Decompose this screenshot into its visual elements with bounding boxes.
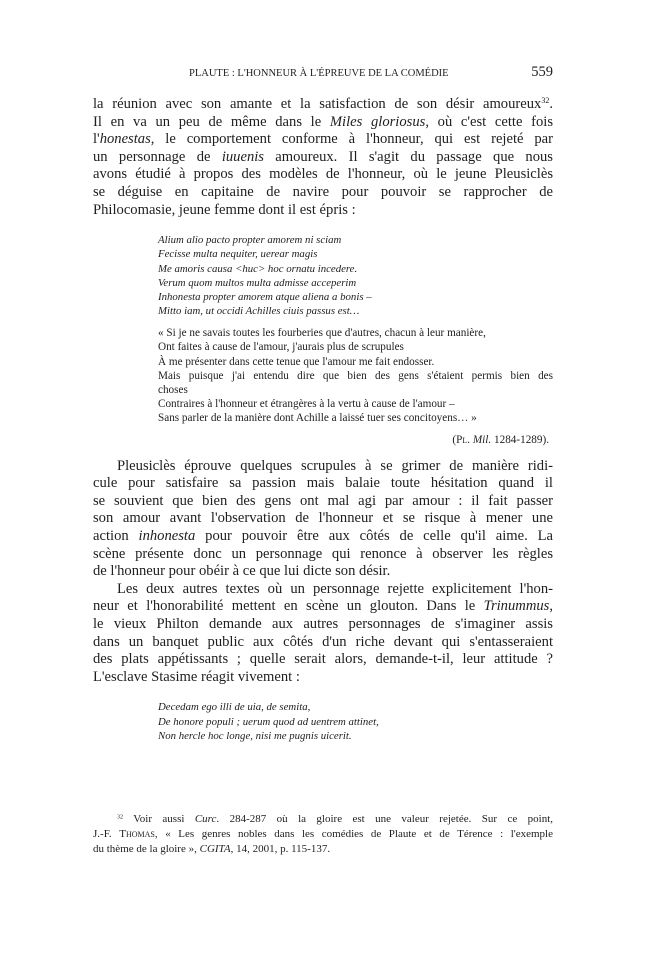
text-span: pour pouvoir être aux côtés de celle qu'il aime. La bbox=[195, 527, 554, 544]
text-line bbox=[93, 510, 553, 528]
text-line bbox=[93, 827, 553, 842]
italic-text: Curc bbox=[194, 813, 217, 825]
text-span: scène présente donc un personnage qui renonce à observer les règles bbox=[93, 545, 553, 562]
latin-verse-2 bbox=[158, 700, 553, 743]
text-line: Ont faites à cause de l'amour, j'aurais plus de scrupules bbox=[158, 341, 404, 354]
text-span: Il en va un peu de même dans le bbox=[93, 113, 330, 130]
footnote-32 bbox=[93, 812, 553, 857]
text-line: Inhonesta propter amorem atque aliena a bonis – bbox=[158, 290, 372, 303]
text-line: Alium alio pacto propter amorem ni sciam bbox=[158, 234, 342, 247]
text-span: , 14, 2001, p. 115-137. bbox=[230, 843, 331, 855]
italic-text: Miles gloriosus bbox=[329, 113, 426, 130]
translation-1 bbox=[158, 326, 553, 425]
text-line: « Si je ne savais toutes les fourberies que d'autres, chacun à leur manière, bbox=[158, 327, 486, 340]
text-span: l' bbox=[93, 131, 100, 148]
text-span: le vieux Philton demande aux autres personnages de s'imaginer assis bbox=[93, 615, 553, 632]
text-span: , « Les genres nobles dans les comédies de Plaute et de Térence : l'exemple bbox=[154, 828, 553, 840]
text-span: se déguise en capitaine de navire pour pouvoir se rapprocher de bbox=[93, 183, 553, 200]
text-span: , bbox=[549, 598, 553, 615]
citation-ref: 1284-1289). bbox=[491, 433, 549, 446]
text-line: Mais puisque j'ai entendu dire que bien des gens s'étaient permis bien des bbox=[158, 369, 553, 382]
italic-text: Trinummus bbox=[483, 598, 550, 615]
running-header bbox=[93, 64, 553, 84]
text-line bbox=[93, 563, 553, 581]
text-line bbox=[93, 546, 553, 564]
text-span: cule pour satisfaire sa passion mais balaie toute hésitation quand il bbox=[93, 475, 553, 492]
text-span: L'esclave Stasime réagit vivement : bbox=[93, 668, 300, 685]
text-line: Sans parler de la manière dont Achille a laissé tuer ses concitoyens… » bbox=[158, 412, 477, 425]
text-line: À me présenter dans cette tenue que l'amour me fait endosser. bbox=[158, 355, 435, 368]
text-line bbox=[93, 96, 553, 114]
text-line bbox=[93, 528, 553, 546]
text-span: Voir aussi bbox=[123, 813, 195, 825]
text-line: Verum quom multos multa admisse acceperim bbox=[158, 276, 357, 289]
text-span: son amour avant l'observation de l'honneur et se risque à mener une bbox=[93, 510, 553, 527]
text-line: Fecisse multa nequiter, uerear magis bbox=[158, 248, 318, 261]
text-span: de l'honneur pour obéir à ce que lui dicte son désir. bbox=[93, 563, 391, 580]
text-span: , où c'est cette fois bbox=[425, 113, 554, 130]
text-span: action bbox=[93, 527, 139, 544]
italic-text: honestas bbox=[99, 131, 151, 148]
text-line: Non hercle hoc longe, nisi me pugnis uicerit. bbox=[158, 729, 352, 742]
text-span: Philocomasie, jeune femme dont il est épris : bbox=[93, 201, 356, 218]
text-line: choses bbox=[158, 384, 188, 397]
text-line bbox=[93, 202, 553, 220]
text-line bbox=[93, 581, 553, 599]
text-line bbox=[93, 131, 553, 149]
text-span: . 284-287 où la gloire est une valeur rejetée. Sur ce point, bbox=[216, 813, 553, 825]
italic-text: CGITA bbox=[199, 843, 231, 855]
italic-text: inhonesta bbox=[138, 527, 196, 544]
paragraph-2 bbox=[93, 458, 553, 581]
text-line: Decedam ego illi de uia, de semita, bbox=[158, 701, 311, 714]
text-line bbox=[93, 634, 553, 652]
footnote-ref: 32 bbox=[117, 814, 124, 821]
text-line bbox=[93, 475, 553, 493]
text-line bbox=[93, 812, 553, 827]
text-line bbox=[93, 651, 553, 669]
text-line bbox=[93, 616, 553, 634]
footnote-ref: 32 bbox=[541, 96, 550, 106]
text-span: amoureux. Il s'agit du passage que nous bbox=[263, 148, 553, 165]
text-span: neur et l'honorabilité mettent en scène un glouton. Dans le bbox=[93, 598, 484, 615]
citation-open: ( bbox=[452, 433, 457, 446]
latin-verse-1 bbox=[158, 233, 553, 318]
citation-work: Mil. bbox=[472, 433, 492, 446]
text-span: des plats appétissants ; quelle serait alors, demande-t-il, leur attitude ? bbox=[93, 651, 553, 668]
text-span: J.-F. bbox=[93, 828, 120, 840]
text-span: . bbox=[549, 96, 553, 112]
text-line bbox=[93, 149, 553, 167]
text-span: Les deux autres textes où un personnage rejette explicitement l'hon- bbox=[117, 580, 553, 597]
text-span: Thomas bbox=[119, 828, 155, 840]
text-span: Pleusiclès éprouve quelques scrupules à se grimer de manière ridi- bbox=[117, 457, 553, 474]
text-span: , le comportement conforme à l'honneur, qui est rejeté par bbox=[150, 131, 553, 148]
text-line bbox=[93, 598, 553, 616]
text-span: se souvient que bien des gens ont mal agi par amour : il fait passer bbox=[93, 492, 553, 509]
text-line: Contraires à l'honneur et étrangères à la vertu à cause de l'amour – bbox=[158, 398, 455, 411]
text-line bbox=[93, 669, 553, 687]
text-line: De honore populi ; uerum quod ad uentrem attinet, bbox=[158, 715, 379, 728]
paragraph-1 bbox=[93, 96, 553, 219]
text-line bbox=[93, 493, 553, 511]
text-span: du thème de la gloire », bbox=[93, 843, 200, 855]
text-line bbox=[93, 458, 553, 476]
text-line bbox=[93, 114, 553, 132]
paragraph-3 bbox=[93, 581, 553, 687]
citation-author: Pl. bbox=[456, 433, 471, 446]
text-span: un personnage de bbox=[93, 148, 222, 165]
text-line bbox=[93, 842, 553, 857]
text-span: dans un banquet public aux côtés d'un riche devant qui s'entasseraient bbox=[93, 633, 553, 650]
text-span: avons étudié à propos des modèles de l'honneur, où le jeune Pleusiclès bbox=[93, 166, 553, 183]
text-line: Mitto iam, ut occidi Achilles ciuis passus est… bbox=[158, 305, 360, 318]
text-line bbox=[93, 166, 553, 184]
text-span: la réunion avec son amante et la satisfaction de son désir amoureux bbox=[93, 96, 542, 112]
page-number: 559 bbox=[531, 64, 553, 80]
running-title: PLAUTE : L'HONNEUR À L'ÉPREUVE DE LA COMÉDIE bbox=[189, 68, 449, 79]
citation bbox=[93, 432, 549, 448]
text-line bbox=[93, 184, 553, 202]
text-line: Me amoris causa <huc> hoc ornatu incedere. bbox=[158, 262, 358, 275]
main-text-column bbox=[93, 96, 553, 743]
italic-text: iuuenis bbox=[221, 148, 264, 165]
